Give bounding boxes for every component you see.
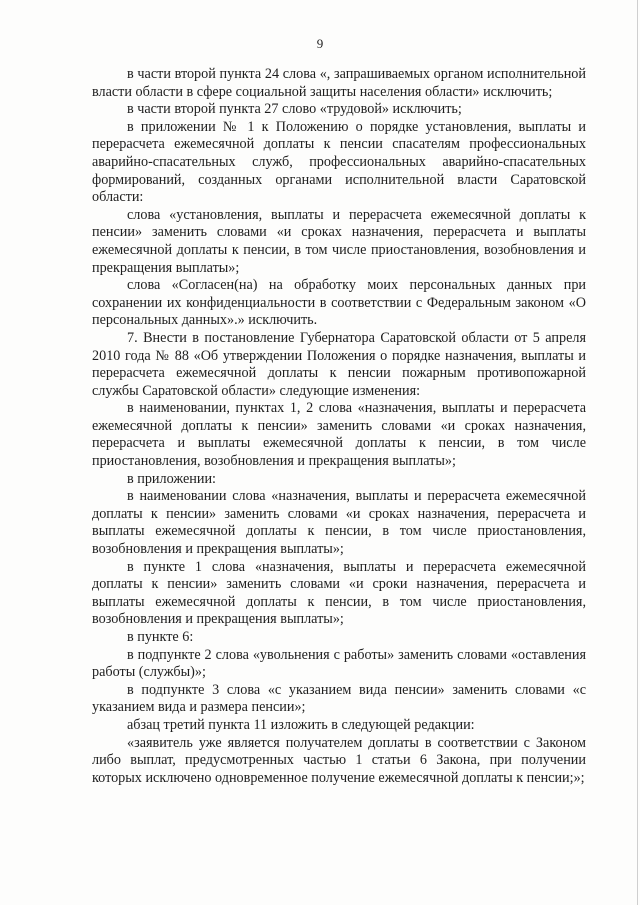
paragraph: в приложении № 1 к Положению о порядке установления, выплаты и перерасчета ежемесячной доплаты к пенсии спасателям профессиональных аварийно-спасательных служб, профессиональных аварийно-спасательных формирований, созданных органами исполнительной власти Саратовской области: bbox=[92, 118, 586, 206]
paragraph: в наименовании слова «назначения, выплаты и перерасчета ежемесячной доплаты к пенсии» заменить словами «и сроках назначения, перерасчета и выплаты ежемесячной доплаты к пенсии, в том числе приостановления, возобновления и прекращения выплаты»; bbox=[92, 488, 586, 558]
paragraph: в пункте 1 слова «назначения, выплаты и перерасчета ежемесячной доплаты к пенсии» заменить словами «и сроки назначения, перерасчета и выплаты ежемесячной доплаты к пенсии, в том числе приостановления, возобновления и прекращения выплаты»; bbox=[92, 558, 586, 628]
paragraph: слова «установления, выплаты и перерасчета ежемесячной доплаты к пенсии» заменить словами «и сроках назначения, перерасчета и выплаты ежемесячной доплаты к пенсии, в том числе приостановления, возобновления и прекращения выплаты»; bbox=[92, 206, 586, 276]
paragraph: «заявитель уже является получателем доплаты в соответствии с Законом либо выплат, предусмотренных частью 1 статьи 6 Закона, при получении которых исключено одновременное получение ежемесячной доплаты к пенсии;»; bbox=[92, 734, 586, 786]
paragraph: слова «Согласен(на) на обработку моих персональных данных при сохранении их конфиденциальности в соответствии с Федеральным законом «О персональных данных».» исключить. bbox=[92, 277, 586, 329]
paragraph: в части второй пункта 27 слово «трудовой» исключить; bbox=[127, 101, 462, 118]
paragraph: в наименовании, пунктах 1, 2 слова «назначения, выплаты и перерасчета ежемесячной доплаты к пенсии» заменить словами «и сроках назначения, перерасчета и выплаты ежемесячной доплаты к пенсии, в том числе приостановления, возобновления и прекращения выплаты»; bbox=[92, 400, 586, 470]
page-edge bbox=[637, 0, 638, 905]
paragraph: в приложении: bbox=[127, 470, 216, 487]
page-number: 9 bbox=[316, 36, 324, 51]
paragraph: 7. Внести в постановление Губернатора Саратовской области от 5 апреля 2010 года № 88 «Об утверждении Положения о порядке назначения, выплаты и перерасчета ежемесячной доплаты к пенсии пожарным противопожарной службы Саратовской области» следующие изменения: bbox=[92, 329, 586, 399]
paragraph: в пункте 6: bbox=[127, 629, 194, 645]
paragraph: абзац третий пункта 11 изложить в следующей редакции: bbox=[127, 716, 475, 733]
paragraph: в части второй пункта 24 слова «, запрашиваемых органом исполнительной власти области в сфере социальной защиты населения области» исключить; bbox=[92, 66, 586, 100]
document-body bbox=[92, 66, 586, 787]
paragraph: в подпункте 3 слова «с указанием вида пенсии» заменить словами «с указанием вида и размера пенсии»; bbox=[92, 681, 586, 716]
paragraph: в подпункте 2 слова «увольнения с работы» заменить словами «оставления работы (службы)»; bbox=[92, 646, 586, 681]
